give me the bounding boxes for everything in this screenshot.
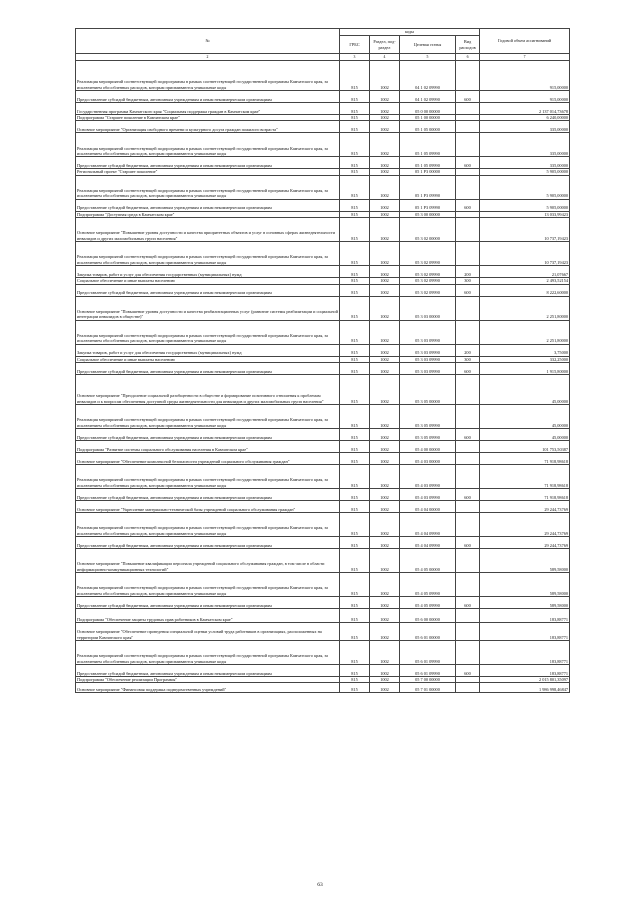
row-expense-type-cell xyxy=(456,320,480,344)
row-target-article-cell: 05 6 01 09990 xyxy=(400,665,456,677)
row-name-cell: Подпрограмма "Доступная среда в Камчатском крае" xyxy=(76,211,340,217)
row-grbs-cell: 815 xyxy=(340,91,370,103)
table-row xyxy=(76,103,570,115)
row-razdel-cell: 1002 xyxy=(370,501,400,513)
row-name-cell: Предоставление субсидий бюджетным, автономным учреждениям и иным некоммерческим организациям xyxy=(76,489,340,501)
row-name-cell: Основное мероприятие "Повышение уровня доступности и качества приоритетных объектов и услуг в основных сферах жизнедеятельности инвалидов и других маломобильных групп населения" xyxy=(76,218,340,242)
row-name-cell: Подпрограмма "Развитие системы социального обслуживания населения в Камчатском крае" xyxy=(76,441,340,453)
row-razdel-cell: 1002 xyxy=(370,218,400,242)
row-grbs-cell: 815 xyxy=(340,549,370,573)
row-razdel-cell: 1002 xyxy=(370,623,400,641)
table-row xyxy=(76,429,570,441)
row-name-cell: Предоставление субсидий бюджетным, автономным учреждениям и иным некоммерческим организациям xyxy=(76,157,340,169)
row-target-article-cell: 05 3 02 09990 xyxy=(400,242,456,266)
row-grbs-cell: 815 xyxy=(340,320,370,344)
row-sum-cell: 183,88771 xyxy=(480,641,570,665)
row-target-article-cell: 05 3 03 09990 xyxy=(400,320,456,344)
row-sum-cell: 2 493,52154 xyxy=(480,278,570,284)
row-expense-type-cell xyxy=(456,375,480,405)
row-grbs-cell: 815 xyxy=(340,133,370,157)
row-grbs-cell: 815 xyxy=(340,597,370,609)
row-razdel-cell: 1002 xyxy=(370,284,400,296)
row-name-cell: Предоставление субсидий бюджетным, автономным учреждениям и иным некоммерческим организациям xyxy=(76,284,340,296)
row-razdel-cell: 1002 xyxy=(370,115,400,121)
row-expense-type-cell xyxy=(456,121,480,133)
row-name-cell: Предоставление субсидий бюджетным, автономным учреждениям и иным некоммерческим организациям xyxy=(76,199,340,211)
row-target-article-cell: 05 3 05 09990 xyxy=(400,429,456,441)
row-sum-cell: 2 137 014,73678 xyxy=(480,103,570,115)
row-target-article-cell: 05 1 P3 09990 xyxy=(400,199,456,211)
table-row xyxy=(76,465,570,489)
row-target-article-cell: 05 1 P3 00000 xyxy=(400,169,456,175)
table-row xyxy=(76,441,570,453)
table-row xyxy=(76,121,570,133)
row-target-article-cell: 05 4 04 00000 xyxy=(400,501,456,513)
table-row xyxy=(76,320,570,344)
row-razdel-cell: 1002 xyxy=(370,441,400,453)
row-razdel-cell: 1002 xyxy=(370,211,400,217)
row-razdel-cell: 1002 xyxy=(370,175,400,199)
row-name-cell: Реализация мероприятий соответствующей подпрограммы в рамках соответствующей государственной программы Камчатского края, за исключением обособленных расходов, которым присваиваются уникальные коды xyxy=(76,175,340,199)
row-grbs-cell: 815 xyxy=(340,61,370,91)
row-sum-cell: 183,88771 xyxy=(480,665,570,677)
row-name-cell: Реализация мероприятий соответствующей подпрограммы в рамках соответствующей государственной программы Камчатского края, за исключением обособленных расходов, которым присваиваются уникальные коды xyxy=(76,513,340,537)
row-expense-type-cell xyxy=(456,683,480,693)
header-target-article: Целевая статья xyxy=(400,36,456,54)
row-grbs-cell: 815 xyxy=(340,501,370,513)
row-target-article-cell: 05 3 03 09990 xyxy=(400,344,456,356)
row-expense-type-cell xyxy=(456,623,480,641)
row-expense-type-cell xyxy=(456,465,480,489)
row-target-article-cell: 05 4 04 09990 xyxy=(400,513,456,537)
row-sum-cell: 915,00000 xyxy=(480,61,570,91)
row-expense-type-cell: 200 xyxy=(456,266,480,278)
row-target-article-cell: 05 6 00 00000 xyxy=(400,609,456,623)
row-razdel-cell: 1002 xyxy=(370,133,400,157)
row-razdel-cell: 1002 xyxy=(370,453,400,465)
row-expense-type-cell: 600 xyxy=(456,489,480,501)
budget-table xyxy=(75,28,570,693)
row-sum-cell: 3,75000 xyxy=(480,344,570,356)
row-expense-type-cell: 600 xyxy=(456,363,480,375)
row-razdel-cell: 1002 xyxy=(370,61,400,91)
row-grbs-cell: 815 xyxy=(340,677,370,683)
row-grbs-cell: 815 xyxy=(340,199,370,211)
table-row xyxy=(76,573,570,597)
row-razdel-cell: 1002 xyxy=(370,344,400,356)
row-sum-cell: 45,00000 xyxy=(480,405,570,429)
row-expense-type-cell xyxy=(456,453,480,465)
row-razdel-cell: 1002 xyxy=(370,375,400,405)
column-number: 5 xyxy=(400,54,456,61)
row-grbs-cell: 815 xyxy=(340,683,370,693)
row-expense-type-cell xyxy=(456,573,480,597)
row-expense-type-cell xyxy=(456,296,480,320)
row-grbs-cell: 815 xyxy=(340,356,370,362)
row-name-cell: Основное мероприятие "Повышение квалификации персонала учреждений социального обслуживания граждан, в том числе в области информационно-коммуникационных технологий" xyxy=(76,549,340,573)
row-target-article-cell: 05 1 05 00000 xyxy=(400,121,456,133)
row-target-article-cell: 05 3 05 09990 xyxy=(400,405,456,429)
row-expense-type-cell xyxy=(456,218,480,242)
row-sum-cell: 10 737,19423 xyxy=(480,218,570,242)
row-target-article-cell: 05 3 05 00000 xyxy=(400,375,456,405)
row-expense-type-cell xyxy=(456,641,480,665)
table-row xyxy=(76,501,570,513)
row-name-cell: Основное мероприятие "Повышение уровня доступности и качества реабилитационных услуг (развитие системы реабилитации и социальной интеграции инвалидов в обществе)" xyxy=(76,296,340,320)
header-annual-sum: Годовой объем ассигнований xyxy=(480,29,570,54)
row-razdel-cell: 1002 xyxy=(370,296,400,320)
row-name-cell: Основное мероприятие "Финансовая поддержка подведомственных учреждений" xyxy=(76,683,340,693)
row-sum-cell: 45,00000 xyxy=(480,429,570,441)
row-target-article-cell: 05 4 05 00000 xyxy=(400,549,456,573)
row-sum-cell: 183,88771 xyxy=(480,609,570,623)
row-grbs-cell: 815 xyxy=(340,363,370,375)
row-razdel-cell: 1002 xyxy=(370,356,400,362)
row-expense-type-cell xyxy=(456,61,480,91)
row-grbs-cell: 815 xyxy=(340,175,370,199)
table-row xyxy=(76,513,570,537)
column-number: 6 xyxy=(456,54,480,61)
row-sum-cell: 335,00000 xyxy=(480,133,570,157)
row-grbs-cell: 815 xyxy=(340,441,370,453)
row-name-cell: Предоставление субсидий бюджетным, автономным учреждениям и иным некоммерческим организациям xyxy=(76,537,340,549)
row-grbs-cell: 815 xyxy=(340,115,370,121)
row-expense-type-cell: 600 xyxy=(456,597,480,609)
table-row xyxy=(76,218,570,242)
row-sum-cell: 335,00000 xyxy=(480,121,570,133)
table-row xyxy=(76,175,570,199)
row-expense-type-cell xyxy=(456,501,480,513)
row-name-cell: Подпрограмма "Старшее поколение в Камчатском крае" xyxy=(76,115,340,121)
row-razdel-cell: 1002 xyxy=(370,513,400,537)
row-grbs-cell: 815 xyxy=(340,641,370,665)
column-number: 4 xyxy=(370,54,400,61)
row-target-article-cell: 05 1 05 09990 xyxy=(400,157,456,169)
row-name-cell: Предоставление субсидий бюджетным, автономным учреждениям и иным некоммерческим организациям xyxy=(76,91,340,103)
row-razdel-cell: 1002 xyxy=(370,199,400,211)
table-row xyxy=(76,597,570,609)
row-razdel-cell: 1002 xyxy=(370,641,400,665)
row-sum-cell: 71 918,98618 xyxy=(480,489,570,501)
table-row xyxy=(76,537,570,549)
row-grbs-cell: 815 xyxy=(340,218,370,242)
row-grbs-cell: 815 xyxy=(340,665,370,677)
row-target-article-cell: 05 4 03 09990 xyxy=(400,489,456,501)
row-grbs-cell: 815 xyxy=(340,103,370,115)
row-target-article-cell: 05 3 02 09990 xyxy=(400,278,456,284)
row-target-article-cell: 05 1 05 09990 xyxy=(400,133,456,157)
row-name-cell: Основное мероприятие "Преодоление социальной разобщенности в обществе и формирование позитивного отношения к проблемам инвалидов и к вопросам обеспечения доступной среды жизнедеятельности для инвалидов и других маломобильных групп населения" xyxy=(76,375,340,405)
header-codes: коды xyxy=(340,29,480,36)
table-row xyxy=(76,405,570,429)
row-grbs-cell: 815 xyxy=(340,489,370,501)
row-target-article-cell: 05 7 00 00000 xyxy=(400,677,456,683)
row-razdel-cell: 1002 xyxy=(370,489,400,501)
row-razdel-cell: 1002 xyxy=(370,320,400,344)
row-expense-type-cell: 600 xyxy=(456,429,480,441)
row-grbs-cell: 815 xyxy=(340,211,370,217)
row-sum-cell: 589,58000 xyxy=(480,573,570,597)
row-expense-type-cell xyxy=(456,175,480,199)
row-sum-cell: 5 905,00000 xyxy=(480,169,570,175)
table-header xyxy=(76,29,570,61)
row-sum-cell: 589,58000 xyxy=(480,597,570,609)
row-razdel-cell: 1002 xyxy=(370,169,400,175)
row-target-article-cell: 04 1 02 09990 xyxy=(400,91,456,103)
row-razdel-cell: 1002 xyxy=(370,665,400,677)
row-sum-cell: 915,00000 xyxy=(480,91,570,103)
row-razdel-cell: 1002 xyxy=(370,429,400,441)
row-sum-cell: 1 986 998,46847 xyxy=(480,683,570,693)
row-expense-type-cell xyxy=(456,103,480,115)
row-target-article-cell: 05 3 00 00000 xyxy=(400,211,456,217)
table-row xyxy=(76,61,570,91)
row-name-cell: Государственная программа Камчатского края "Социальная поддержка граждан в Камчатском крае" xyxy=(76,103,340,115)
row-sum-cell: 29 244,73769 xyxy=(480,513,570,537)
row-razdel-cell: 1002 xyxy=(370,609,400,623)
row-target-article-cell: 05 1 P3 09990 xyxy=(400,175,456,199)
row-expense-type-cell: 600 xyxy=(456,284,480,296)
row-target-article-cell: 04 1 02 09990 xyxy=(400,61,456,91)
header-razdel: Раздел, под-раздел xyxy=(370,36,400,54)
row-sum-cell: 2 251,80000 xyxy=(480,296,570,320)
page-number: 63 xyxy=(317,882,323,888)
column-number: 3 xyxy=(340,54,370,61)
row-name-cell: Основное мероприятие "Обеспечение проведения специальной оценки условий труда работников в организациях, расположенных на территории Камчатского края" xyxy=(76,623,340,641)
row-target-article-cell: 05 3 02 00000 xyxy=(400,218,456,242)
row-sum-cell: 10 737,19423 xyxy=(480,242,570,266)
row-sum-cell: 2 015 801,35097 xyxy=(480,677,570,683)
row-name-cell: Предоставление субсидий бюджетным, автономным учреждениям и иным некоммерческим организациям xyxy=(76,363,340,375)
table-row xyxy=(76,363,570,375)
row-sum-cell: 183,88771 xyxy=(480,623,570,641)
table-row xyxy=(76,375,570,405)
row-expense-type-cell: 300 xyxy=(456,356,480,362)
row-razdel-cell: 1002 xyxy=(370,266,400,278)
row-razdel-cell: 1002 xyxy=(370,537,400,549)
row-target-article-cell: 05 3 03 09990 xyxy=(400,356,456,362)
row-name-cell: Реализация мероприятий соответствующей подпрограммы в рамках соответствующей государственной программы Камчатского края, за исключением обособленных расходов, которым присваиваются уникальные коды xyxy=(76,405,340,429)
row-name-cell: Реализация мероприятий соответствующей подпрограммы в рамках соответствующей государственной программы Камчатского края, за исключением обособленных расходов, которым присваиваются уникальные коды xyxy=(76,641,340,665)
table-row xyxy=(76,157,570,169)
row-name-cell: Предоставление субсидий бюджетным, автономным учреждениям и иным некоммерческим организациям xyxy=(76,429,340,441)
table-row xyxy=(76,609,570,623)
row-grbs-cell: 815 xyxy=(340,609,370,623)
table-row xyxy=(76,683,570,693)
row-razdel-cell: 1002 xyxy=(370,157,400,169)
row-expense-type-cell xyxy=(456,242,480,266)
row-target-article-cell: 05 3 02 09990 xyxy=(400,266,456,278)
row-sum-cell: 21,07667 xyxy=(480,266,570,278)
table-row xyxy=(76,133,570,157)
row-sum-cell: 6 240,00000 xyxy=(480,115,570,121)
row-expense-type-cell xyxy=(456,441,480,453)
row-sum-cell: 589,58000 xyxy=(480,549,570,573)
row-sum-cell: 2 251,80000 xyxy=(480,320,570,344)
row-grbs-cell: 815 xyxy=(340,453,370,465)
row-name-cell: Основное мероприятие "Организация свободного времени и культурного досуга граждан пожилого возраста" xyxy=(76,121,340,133)
row-sum-cell: 45,00000 xyxy=(480,375,570,405)
table-row xyxy=(76,266,570,278)
row-sum-cell: 5 905,00000 xyxy=(480,175,570,199)
row-sum-cell: 5 905,00000 xyxy=(480,199,570,211)
header-number: № xyxy=(76,29,340,54)
row-expense-type-cell: 600 xyxy=(456,537,480,549)
row-razdel-cell: 1002 xyxy=(370,683,400,693)
row-sum-cell: 29 244,73769 xyxy=(480,537,570,549)
row-expense-type-cell xyxy=(456,133,480,157)
row-name-cell: Подпрограмма "Обеспечение реализации Программы" xyxy=(76,677,340,683)
row-name-cell: Реализация мероприятий соответствующей подпрограммы в рамках соответствующей государственной программы Камчатского края, за исключением обособленных расходов, которым присваиваются уникальные коды xyxy=(76,242,340,266)
table-row xyxy=(76,242,570,266)
row-expense-type-cell: 600 xyxy=(456,665,480,677)
row-sum-cell: 332,25000 xyxy=(480,356,570,362)
row-target-article-cell: 05 4 00 00000 xyxy=(400,441,456,453)
row-name-cell: Основное мероприятие "Укрепление материально-технической базы учреждений социального обслуживания граждан" xyxy=(76,501,340,513)
header-expense-type: Вид расходов xyxy=(456,36,480,54)
table-row xyxy=(76,665,570,677)
row-target-article-cell: 05 4 04 09990 xyxy=(400,537,456,549)
row-expense-type-cell xyxy=(456,513,480,537)
row-razdel-cell: 1002 xyxy=(370,91,400,103)
row-name-cell: Реализация мероприятий соответствующей подпрограммы в рамках соответствующей государственной программы Камчатского края, за исключением обособленных расходов, которым присваиваются уникальные коды xyxy=(76,61,340,91)
row-name-cell: Социальное обеспечение и иные выплаты населению xyxy=(76,278,340,284)
row-target-article-cell: 05 4 05 09990 xyxy=(400,573,456,597)
column-number: 2 xyxy=(76,54,340,61)
row-expense-type-cell: 600 xyxy=(456,199,480,211)
row-razdel-cell: 1002 xyxy=(370,278,400,284)
row-name-cell: Подпрограмма "Обеспечение защиты трудовых прав работников в Камчатском крае" xyxy=(76,609,340,623)
row-grbs-cell: 815 xyxy=(340,266,370,278)
column-number: 7 xyxy=(480,54,570,61)
row-grbs-cell: 815 xyxy=(340,429,370,441)
row-grbs-cell: 815 xyxy=(340,537,370,549)
table-row xyxy=(76,91,570,103)
row-grbs-cell: 815 xyxy=(340,157,370,169)
row-razdel-cell: 1002 xyxy=(370,242,400,266)
row-target-article-cell: 05 4 05 09990 xyxy=(400,597,456,609)
table-body xyxy=(76,61,570,693)
row-target-article-cell: 05 0 00 00000 xyxy=(400,103,456,115)
row-target-article-cell: 05 6 01 09990 xyxy=(400,641,456,665)
row-name-cell: Закупка товаров, работ и услуг для обеспечения государственных (муниципальных) нужд xyxy=(76,266,340,278)
row-sum-cell: 29 244,73769 xyxy=(480,501,570,513)
row-name-cell: Реализация мероприятий соответствующей подпрограммы в рамках соответствующей государственной программы Камчатского края, за исключением обособленных расходов, которым присваиваются уникальные коды xyxy=(76,465,340,489)
row-sum-cell: 101 753,50387 xyxy=(480,441,570,453)
row-name-cell: Реализация мероприятий соответствующей подпрограммы в рамках соответствующей государственной программы Камчатского края, за исключением обособленных расходов, которым присваиваются уникальные коды xyxy=(76,573,340,597)
row-expense-type-cell: 600 xyxy=(456,91,480,103)
row-sum-cell: 71 918,98618 xyxy=(480,453,570,465)
row-grbs-cell: 815 xyxy=(340,344,370,356)
row-grbs-cell: 815 xyxy=(340,242,370,266)
row-razdel-cell: 1002 xyxy=(370,363,400,375)
row-grbs-cell: 815 xyxy=(340,465,370,489)
row-razdel-cell: 1002 xyxy=(370,549,400,573)
row-expense-type-cell xyxy=(456,405,480,429)
row-sum-cell: 71 918,98618 xyxy=(480,465,570,489)
row-grbs-cell: 815 xyxy=(340,573,370,597)
row-razdel-cell: 1002 xyxy=(370,597,400,609)
table-row xyxy=(76,199,570,211)
row-name-cell: Реализация мероприятий соответствующей подпрограммы в рамках соответствующей государственной программы Камчатского края, за исключением обособленных расходов, которым присваиваются уникальные коды xyxy=(76,133,340,157)
row-razdel-cell: 1002 xyxy=(370,465,400,489)
row-target-article-cell: 05 1 00 00000 xyxy=(400,115,456,121)
row-razdel-cell: 1002 xyxy=(370,573,400,597)
row-target-article-cell: 05 4 03 09990 xyxy=(400,465,456,489)
row-name-cell: Реализация мероприятий соответствующей подпрограммы в рамках соответствующей государственной программы Камчатского края, за исключением обособленных расходов, которым присваиваются уникальные коды xyxy=(76,320,340,344)
row-grbs-cell: 815 xyxy=(340,513,370,537)
header-grbs: ГРБС xyxy=(340,36,370,54)
row-name-cell: Основное мероприятие "Обеспечение комплексной безопасности учреждений социального обслуживания граждан" xyxy=(76,453,340,465)
row-grbs-cell: 815 xyxy=(340,405,370,429)
row-name-cell: Региональный проект "Старшее поколение" xyxy=(76,169,340,175)
row-expense-type-cell: 600 xyxy=(456,157,480,169)
row-expense-type-cell xyxy=(456,549,480,573)
row-grbs-cell: 815 xyxy=(340,284,370,296)
row-razdel-cell: 1002 xyxy=(370,405,400,429)
table-row xyxy=(76,296,570,320)
row-razdel-cell: 1002 xyxy=(370,121,400,133)
row-razdel-cell: 1002 xyxy=(370,103,400,115)
row-target-article-cell: 05 7 01 00000 xyxy=(400,683,456,693)
row-grbs-cell: 815 xyxy=(340,278,370,284)
table-row xyxy=(76,344,570,356)
table-row xyxy=(76,623,570,641)
row-grbs-cell: 815 xyxy=(340,623,370,641)
row-sum-cell: 8 222,60000 xyxy=(480,284,570,296)
table-row xyxy=(76,641,570,665)
row-expense-type-cell: 300 xyxy=(456,278,480,284)
row-expense-type-cell: 200 xyxy=(456,344,480,356)
row-target-article-cell: 05 4 03 00000 xyxy=(400,453,456,465)
row-name-cell: Предоставление субсидий бюджетным, автономным учреждениям и иным некоммерческим организациям xyxy=(76,597,340,609)
row-target-article-cell: 05 3 03 09990 xyxy=(400,363,456,375)
row-razdel-cell: 1002 xyxy=(370,677,400,683)
table-row xyxy=(76,489,570,501)
table-row xyxy=(76,453,570,465)
row-name-cell: Социальное обеспечение и иные выплаты населению xyxy=(76,356,340,362)
row-expense-type-cell xyxy=(456,609,480,623)
row-grbs-cell: 815 xyxy=(340,169,370,175)
row-grbs-cell: 815 xyxy=(340,375,370,405)
row-name-cell: Предоставление субсидий бюджетным, автономным учреждениям и иным некоммерческим организациям xyxy=(76,665,340,677)
table-row xyxy=(76,549,570,573)
row-sum-cell: 335,00000 xyxy=(480,157,570,169)
row-name-cell: Закупка товаров, работ и услуг для обеспечения государственных (муниципальных) нужд xyxy=(76,344,340,356)
row-target-article-cell: 05 6 01 00000 xyxy=(400,623,456,641)
row-target-article-cell: 05 3 02 09990 xyxy=(400,284,456,296)
row-sum-cell: 1 915,80000 xyxy=(480,363,570,375)
table-row xyxy=(76,284,570,296)
row-target-article-cell: 05 3 03 00000 xyxy=(400,296,456,320)
row-grbs-cell: 815 xyxy=(340,296,370,320)
row-grbs-cell: 815 xyxy=(340,121,370,133)
row-sum-cell: 13 033,99423 xyxy=(480,211,570,217)
